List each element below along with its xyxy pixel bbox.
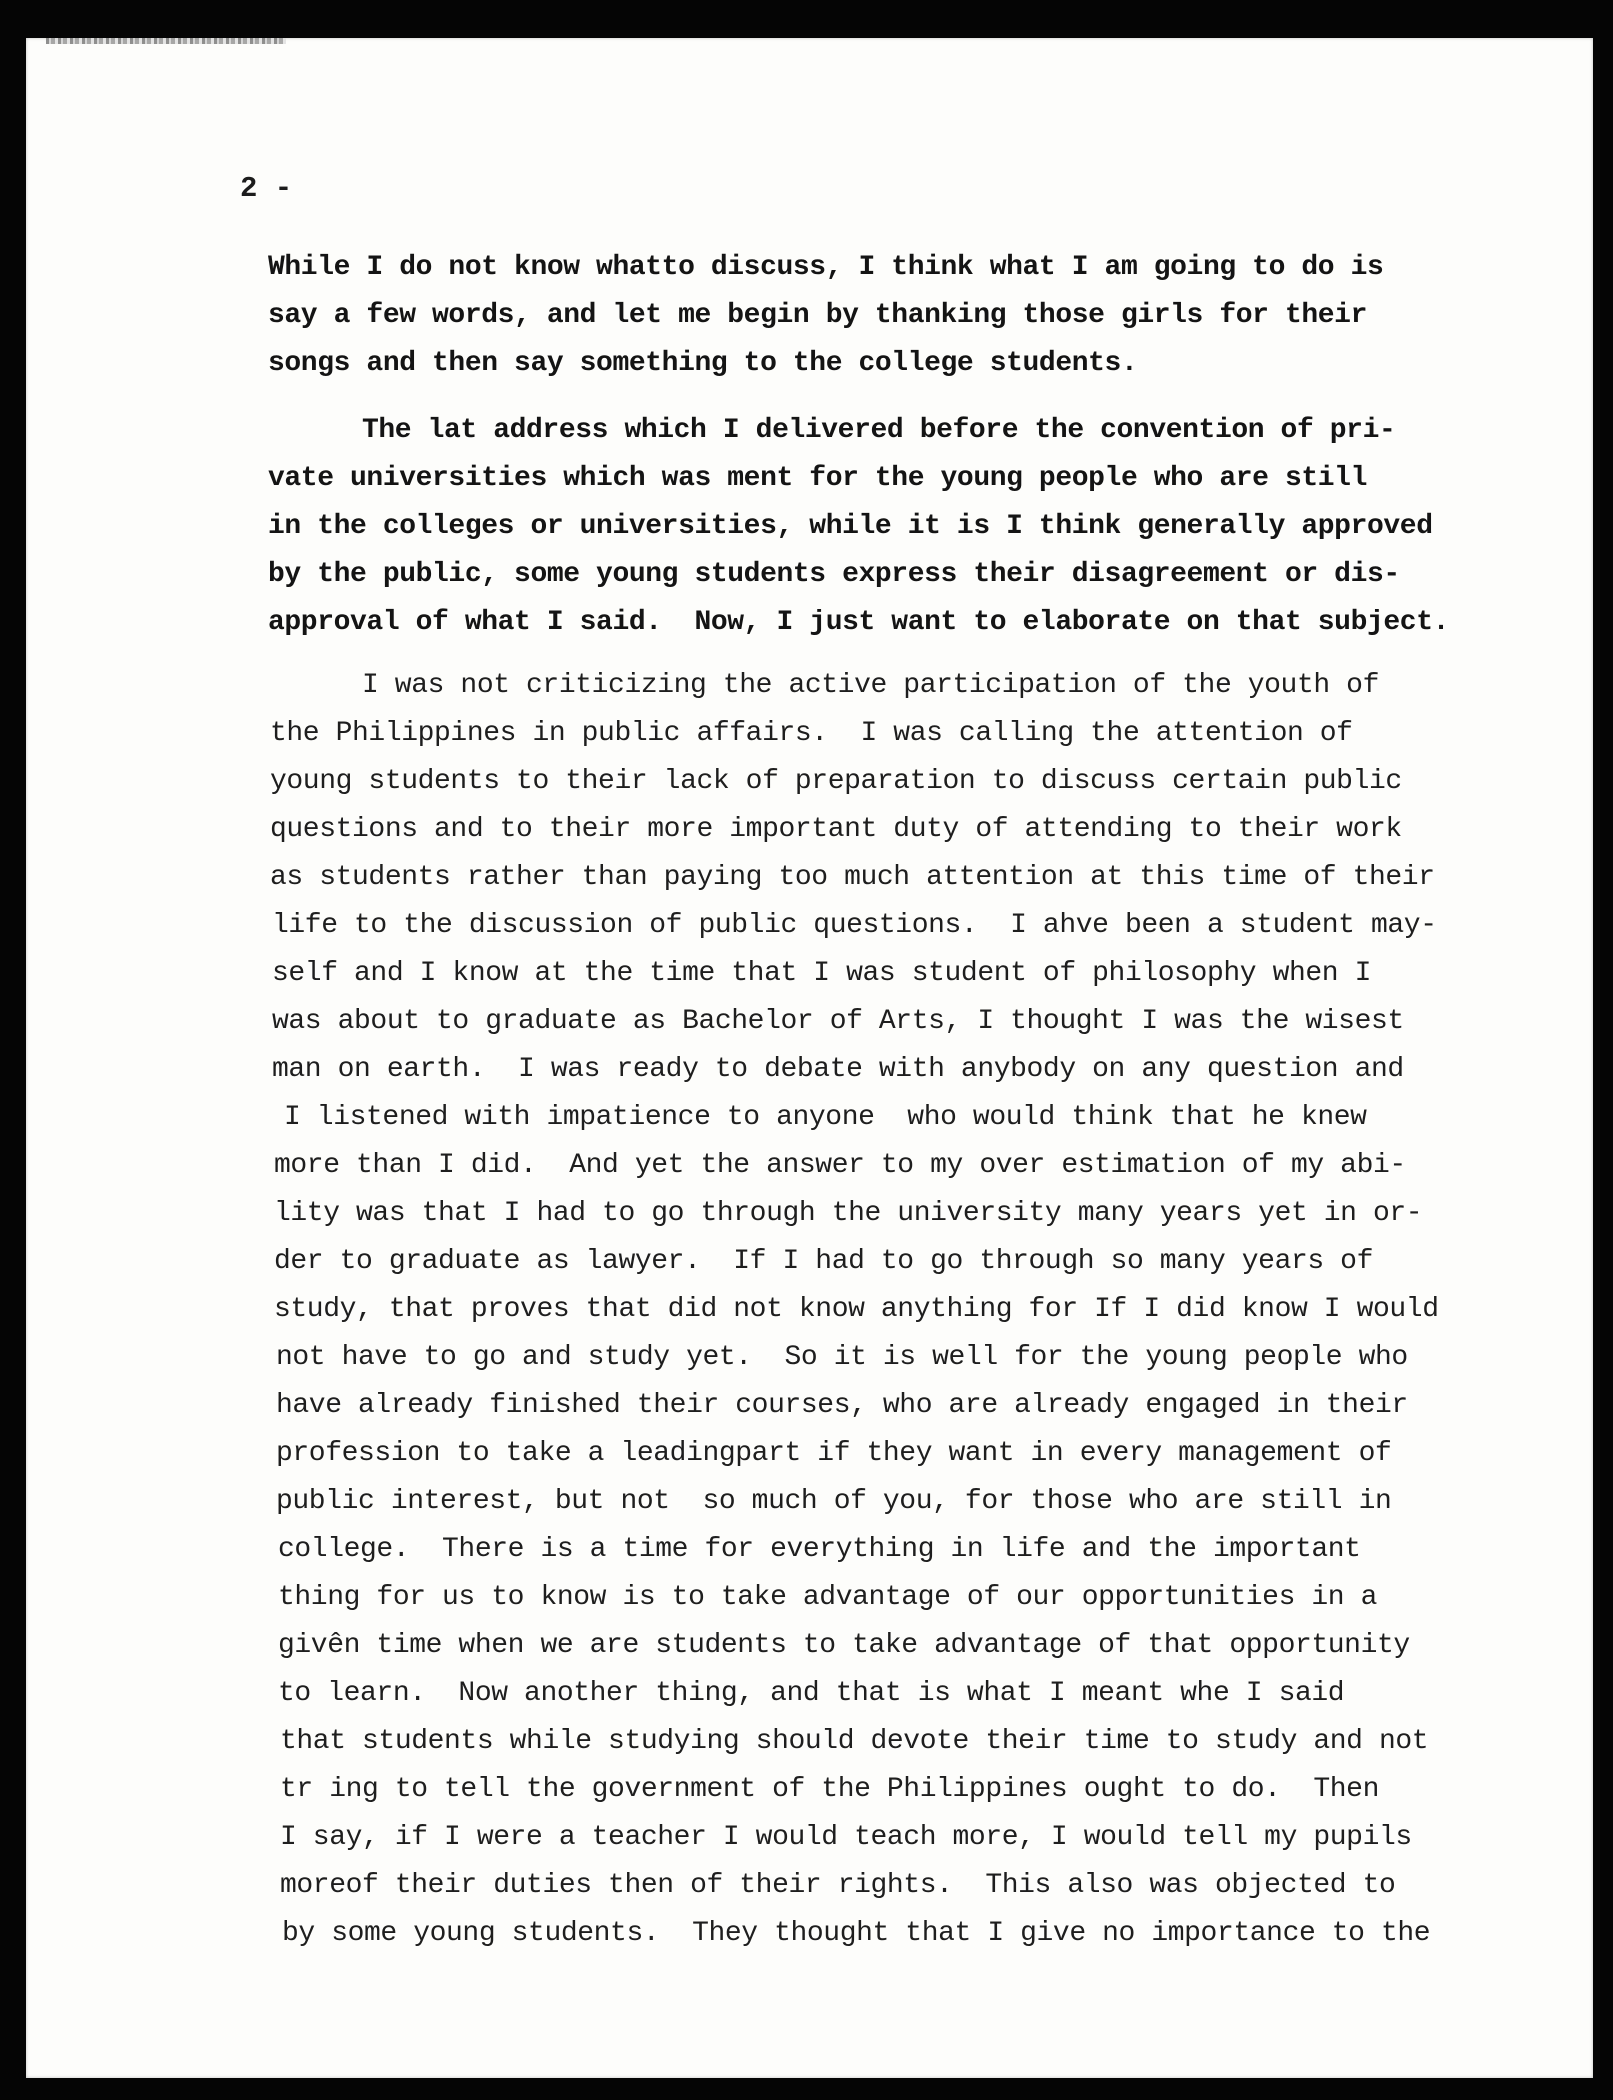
text-line: The lat address which I delivered before the convention of pri- bbox=[362, 415, 1396, 446]
text-line: young students to their lack of preparation to discuss certain public bbox=[270, 766, 1402, 797]
text-line: life to the discussion of public questions. I ahve been a student may- bbox=[272, 910, 1437, 941]
text-line: have already finished their courses, who are already engaged in their bbox=[276, 1390, 1408, 1421]
text-line: thing for us to know is to take advantage of our opportunities in a bbox=[278, 1582, 1377, 1613]
text-line: to learn. Now another thing, and that is what I meant whe I said bbox=[278, 1678, 1345, 1709]
text-line: as students rather than paying too much attention at this time of their bbox=[270, 862, 1435, 893]
text-line: college. There is a time for everything in life and the important bbox=[278, 1534, 1361, 1565]
text-line: study, that proves that did not know anything for If I did know I would bbox=[274, 1294, 1439, 1325]
text-line: by some young students. They thought that I give no importance to the bbox=[282, 1918, 1431, 1949]
text-line: say a few words, and let me begin by thanking those girls for their bbox=[268, 300, 1367, 331]
text-line: profession to take a leadingpart if they want in every management of bbox=[276, 1438, 1392, 1469]
text-line: songs and then say something to the college students. bbox=[268, 348, 1138, 379]
text-line: moreof their duties then of their rights. This also was objected to bbox=[280, 1870, 1396, 1901]
scan-artifact bbox=[46, 38, 286, 44]
text-line: that students while studying should devote their time to study and not bbox=[280, 1726, 1429, 1757]
text-line: approval of what I said. Now, I just want to elaborate on that subject. bbox=[268, 607, 1449, 638]
text-line: in the colleges or universities, while it is I think generally approved bbox=[268, 511, 1433, 542]
text-line: vate universities which was ment for the young people who are still bbox=[268, 463, 1367, 494]
text-line: man on earth. I was ready to debate with anybody on any question and bbox=[272, 1054, 1404, 1085]
text-line: I was not criticizing the active participation of the youth of bbox=[362, 670, 1379, 701]
text-line: While I do not know whatto discuss, I think what I am going to do is bbox=[268, 252, 1384, 283]
text-line: the Philippines in public affairs. I was calling the attention of bbox=[270, 718, 1353, 749]
text-line: self and I know at the time that I was student of philosophy when I bbox=[272, 958, 1371, 989]
text-line: tr ing to tell the government of the Philippines ought to do. Then bbox=[280, 1774, 1379, 1805]
text-line: givên time when we are students to take advantage of that opportunity bbox=[278, 1630, 1410, 1661]
text-line: more than I did. And yet the answer to my over estimation of my abi- bbox=[274, 1150, 1406, 1181]
text-line: public interest, but not so much of you, for those who are still in bbox=[276, 1486, 1392, 1517]
text-line: lity was that I had to go through the university many years yet in or- bbox=[274, 1198, 1423, 1229]
text-line: not have to go and study yet. So it is well for the young people who bbox=[276, 1342, 1408, 1373]
text-line: der to graduate as lawyer. If I had to go through so many years of bbox=[274, 1246, 1373, 1277]
text-line: was about to graduate as Bachelor of Arts, I thought I was the wisest bbox=[272, 1006, 1404, 1037]
text-line: I say, if I were a teacher I would teach more, I would tell my pupils bbox=[280, 1822, 1412, 1853]
page-number: 2 - bbox=[240, 172, 293, 205]
text-line: by the public, some young students express their disagreement or dis- bbox=[268, 559, 1400, 590]
text-line: questions and to their more important duty of attending to their work bbox=[270, 814, 1402, 845]
text-line: I listened with impatience to anyone who would think that he knew bbox=[284, 1102, 1367, 1133]
